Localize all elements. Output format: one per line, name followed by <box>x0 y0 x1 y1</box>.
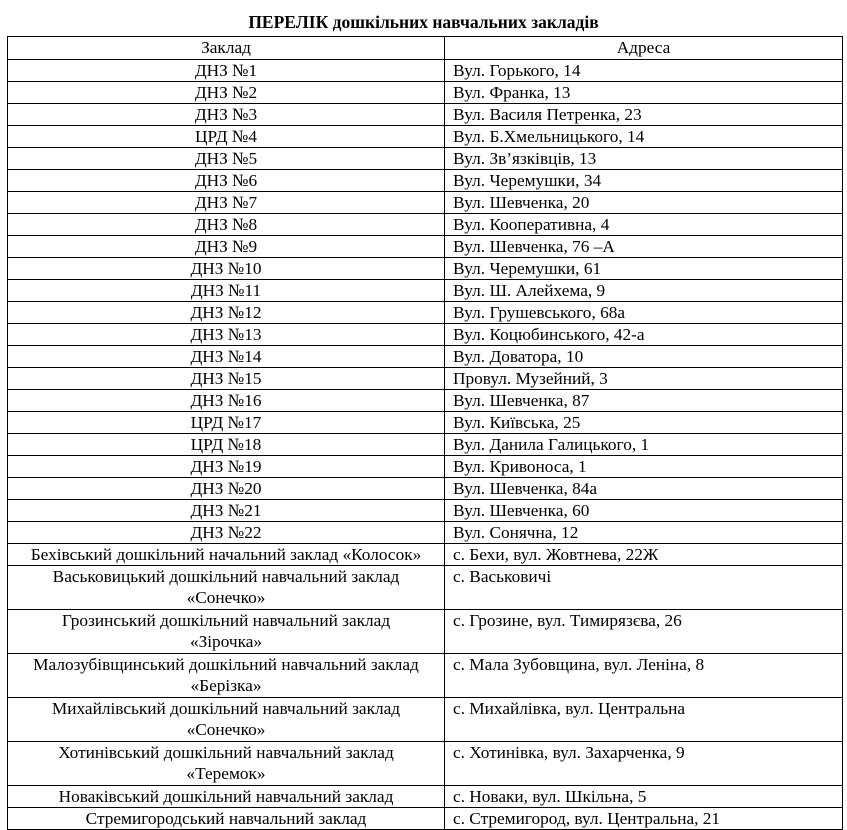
address-cell: Вул. Зв’язківців, 13 <box>445 148 843 170</box>
table-row <box>8 808 843 830</box>
institution-cell <box>8 302 445 324</box>
address-cell: Вул. Б.Хмельницького, 14 <box>445 126 843 148</box>
table-row <box>8 104 843 126</box>
institution-name-line: «Зірочка» <box>189 632 263 651</box>
institution-name-line: Грозинський дошкільний навчальний заклад <box>61 611 391 630</box>
institution-cell <box>8 82 445 104</box>
address-cell: с. Васьковичі <box>445 566 843 610</box>
address-cell: Вул. Василя Петренка, 23 <box>445 104 843 126</box>
institution-name-line: «Берізка» <box>190 676 262 695</box>
institution-name-line: ДНЗ №8 <box>194 215 258 234</box>
table-row <box>8 456 843 478</box>
address-cell: Вул. Шевченка, 20 <box>445 192 843 214</box>
address-cell: Вул. Шевченка, 87 <box>445 390 843 412</box>
address-cell: Вул. Ш. Алейхема, 9 <box>445 280 843 302</box>
institution-cell <box>8 478 445 500</box>
table-row <box>8 566 843 610</box>
institution-cell <box>8 258 445 280</box>
address-cell: Провул. Музейний, 3 <box>445 368 843 390</box>
table-row <box>8 500 843 522</box>
address-cell: с. Новаки, вул. Шкільна, 5 <box>445 786 843 808</box>
address-cell: Вул. Данила Галицького, 1 <box>445 434 843 456</box>
institution-name-line: Хотинівський дошкільний навчальний заклад <box>58 743 394 762</box>
schools-table <box>7 36 843 830</box>
institution-cell <box>8 786 445 808</box>
address-cell: Вул. Кривоноса, 1 <box>445 456 843 478</box>
institution-name-line: Малозубівщинський дошкільний навчальний заклад <box>33 655 419 674</box>
institution-cell <box>8 60 445 82</box>
table-row <box>8 610 843 654</box>
institution-cell <box>8 610 445 654</box>
institution-name-line: ЦРД №4 <box>194 127 258 146</box>
institution-name-line: ДНЗ №15 <box>190 369 262 388</box>
address-cell: с. Стремигород, вул. Центральна, 21 <box>445 808 843 830</box>
institution-cell <box>8 500 445 522</box>
institution-name-line: ДНЗ №7 <box>194 193 258 212</box>
institution-cell <box>8 698 445 742</box>
address-cell: Вул. Київська, 25 <box>445 412 843 434</box>
table-row <box>8 170 843 192</box>
address-cell: Вул. Шевченка, 76 –А <box>445 236 843 258</box>
institution-cell <box>8 346 445 368</box>
table-row <box>8 368 843 390</box>
address-cell: Вул. Доватора, 10 <box>445 346 843 368</box>
institution-cell <box>8 654 445 698</box>
table-row <box>8 786 843 808</box>
table-row <box>8 324 843 346</box>
institution-name-line: ДНЗ №19 <box>190 457 262 476</box>
institution-name-line: ДНЗ №6 <box>194 171 258 190</box>
institution-name-line: ДНЗ №10 <box>190 259 262 278</box>
institution-name-line: ДНЗ №3 <box>194 105 258 124</box>
table-row <box>8 126 843 148</box>
institution-cell <box>8 214 445 236</box>
institution-name-line: Новаківський дошкільний навчальний заклад <box>58 787 394 806</box>
table-row <box>8 544 843 566</box>
institution-name-line: ДНЗ №16 <box>190 391 262 410</box>
document-title: ПЕРЕЛІК дошкільних навчальних закладів <box>248 12 599 32</box>
table-row <box>8 258 843 280</box>
address-cell: Вул. Горького, 14 <box>445 60 843 82</box>
table-row <box>8 60 843 82</box>
institution-name-line: ДНЗ №2 <box>194 83 258 102</box>
institution-name-line: «Сонечко» <box>186 588 266 607</box>
institution-cell <box>8 236 445 258</box>
institution-name-line: ДНЗ №9 <box>194 237 258 256</box>
table-row <box>8 82 843 104</box>
address-cell: Вул. Коцюбинського, 42-а <box>445 324 843 346</box>
column-header-address: Адреса <box>445 37 843 60</box>
table-body <box>8 60 843 830</box>
institution-cell <box>8 280 445 302</box>
address-cell: с. Хотинівка, вул. Захарченка, 9 <box>445 742 843 786</box>
institution-name-line: «Теремок» <box>186 764 266 783</box>
table-row <box>8 214 843 236</box>
address-cell: с. Михайлівка, вул. Центральна <box>445 698 843 742</box>
table-row <box>8 302 843 324</box>
institution-cell <box>8 522 445 544</box>
institution-cell <box>8 412 445 434</box>
table-row <box>8 280 843 302</box>
table-row <box>8 412 843 434</box>
table-row <box>8 478 843 500</box>
table-row <box>8 148 843 170</box>
address-cell: Вул. Шевченка, 84а <box>445 478 843 500</box>
institution-cell <box>8 390 445 412</box>
institution-name-line: ЦРД №17 <box>190 413 262 432</box>
table-row <box>8 742 843 786</box>
institution-cell <box>8 324 445 346</box>
table-row <box>8 192 843 214</box>
institution-name-line: ЦРД №18 <box>190 435 262 454</box>
institution-name-line: ДНЗ №11 <box>190 281 262 300</box>
institution-name-line: Михайлівський дошкільний навчальний заклад <box>51 699 401 718</box>
institution-cell <box>8 104 445 126</box>
institution-name-line: Стремигородський навчальний заклад <box>85 809 367 828</box>
column-header-institution: Заклад <box>8 37 445 60</box>
institution-name-line: ДНЗ №13 <box>190 325 262 344</box>
institution-name-line: Васьковицький дошкільний навчальний заклад <box>52 567 400 586</box>
institution-cell <box>8 566 445 610</box>
table-row <box>8 698 843 742</box>
institution-name-line: ДНЗ №22 <box>190 523 262 542</box>
institution-name-line: «Сонечко» <box>186 720 266 739</box>
table-row <box>8 654 843 698</box>
address-cell: с. Бехи, вул. Жовтнева, 22Ж <box>445 544 843 566</box>
table-header-row <box>8 37 843 60</box>
institution-cell <box>8 148 445 170</box>
address-cell: Вул. Сонячна, 12 <box>445 522 843 544</box>
address-cell: с. Грозине, вул. Тимирязєва, 26 <box>445 610 843 654</box>
institution-cell <box>8 456 445 478</box>
table-row <box>8 346 843 368</box>
address-cell: Вул. Кооперативна, 4 <box>445 214 843 236</box>
address-cell: Вул. Шевченка, 60 <box>445 500 843 522</box>
institution-cell <box>8 434 445 456</box>
institution-name-line: ДНЗ №5 <box>194 149 258 168</box>
institution-cell <box>8 742 445 786</box>
institution-cell <box>8 808 445 830</box>
institution-name-line: ДНЗ №21 <box>190 501 262 520</box>
table-row <box>8 236 843 258</box>
address-cell: Вул. Грушевського, 68а <box>445 302 843 324</box>
institution-name-line: ДНЗ №14 <box>190 347 262 366</box>
address-cell: Вул. Франка, 13 <box>445 82 843 104</box>
institution-cell <box>8 544 445 566</box>
table-row <box>8 434 843 456</box>
institution-cell <box>8 126 445 148</box>
institution-cell <box>8 170 445 192</box>
institution-name-line: ДНЗ №12 <box>190 303 262 322</box>
table-row <box>8 390 843 412</box>
address-cell: Вул. Черемушки, 34 <box>445 170 843 192</box>
institution-name-line: ДНЗ №20 <box>190 479 262 498</box>
address-cell: Вул. Черемушки, 61 <box>445 258 843 280</box>
institution-cell <box>8 192 445 214</box>
table-row <box>8 522 843 544</box>
institution-name-line: Бехівський дошкільний начальний заклад «Колосок» <box>30 545 422 564</box>
institution-cell <box>8 368 445 390</box>
address-cell: с. Мала Зубовщина, вул. Леніна, 8 <box>445 654 843 698</box>
institution-name-line: ДНЗ №1 <box>194 61 258 80</box>
